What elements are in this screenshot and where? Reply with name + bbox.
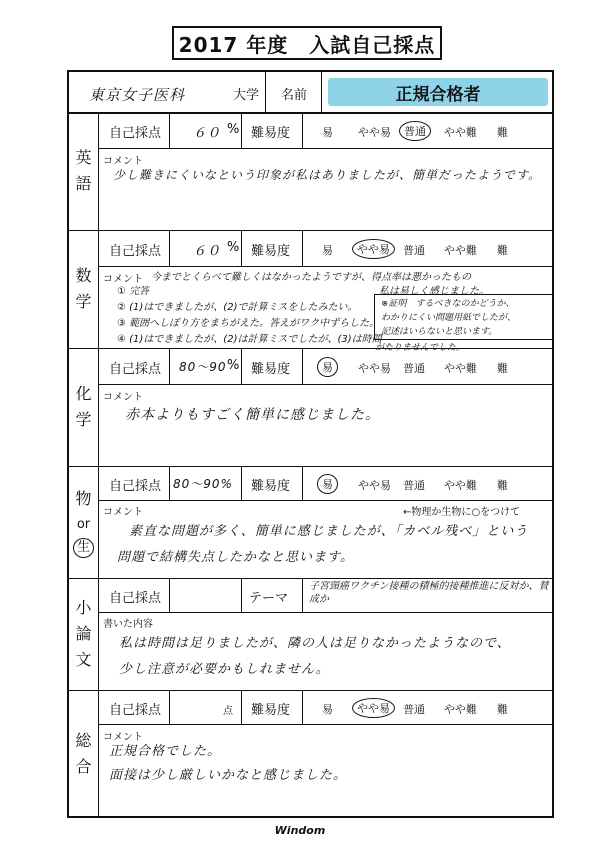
chemistry-difficulty-label: 難易度	[251, 362, 291, 377]
bio-diff-easy: 易	[317, 474, 338, 494]
math-percent: %	[227, 240, 240, 255]
overall-diff-hard: 難	[497, 703, 508, 716]
bio-comment-label: コメント	[103, 507, 143, 518]
math-difficulty-label: 難易度	[251, 244, 291, 259]
english-self-score-label: 自己採点	[109, 126, 162, 141]
bio-self-score-label: 自己採点	[109, 479, 162, 494]
subject-chemistry: 化 学	[75, 384, 92, 429]
english-diff-hard: 難	[497, 126, 508, 139]
math-comment-line-2: 私は易しく感じました。	[379, 286, 489, 297]
overall-diff-somewhat-hard: やや難	[444, 703, 477, 716]
bio-comment-line-1: 素直な問題が多く、簡単に感じましたが、「カベル残べ」という	[129, 524, 529, 539]
overall-comment-line-1: 正規合格でした。	[109, 744, 222, 759]
bio-diff-normal: 普通	[403, 479, 425, 492]
overall-diff-somewhat-easy: やや易	[352, 698, 395, 718]
subject-math: 数 学	[75, 266, 92, 311]
math-comment-line-1: 今までとくらべて難しくはなかったようですが、得点率は悪かったもの	[151, 272, 471, 283]
math-comment-line-4: ② (1)はできましたが、(2)で計算ミスをしたみたい。	[117, 302, 358, 313]
overall-diff-normal: 普通	[403, 703, 425, 716]
chemistry-percent: %	[227, 358, 240, 373]
essay-theme: 子宮頸癌ワクチン接種の積極的接種推進に反対か、賛成か	[309, 581, 549, 605]
overall-point-label: 点	[223, 706, 233, 717]
bio-diff-somewhat-easy: やや易	[358, 479, 391, 492]
overall-difficulty-label: 難易度	[251, 703, 291, 718]
math-note-line-1: ※証明 するべきなのかどうか、	[381, 299, 515, 309]
overall-comment-label: コメント	[103, 732, 143, 743]
essay-comment-line-2: 少し注意が必要かもしれません。	[119, 662, 330, 677]
bio-hint: ←物理か生物に○をつけて	[403, 507, 521, 518]
math-note-line-3: 記述はいらないと思います。	[381, 327, 498, 337]
chemistry-diff-somewhat-easy: やや易	[358, 362, 391, 375]
english-comment-label: コメント	[103, 156, 143, 167]
math-score: ６０	[193, 244, 222, 259]
english-comment: 少し難きにくいなという印象が私はありましたが、簡単だったようです。	[113, 168, 542, 182]
english-diff-normal: 普通	[399, 121, 431, 141]
english-score: ６０	[193, 126, 222, 141]
chemistry-comment: 赤本よりもすごく簡単に感じました。	[125, 407, 380, 423]
math-self-score-label: 自己採点	[109, 244, 162, 259]
math-diff-somewhat-easy: やや易	[352, 239, 395, 259]
footer-brand: Windom	[274, 824, 326, 837]
math-comment-line-5: ③ 範囲へしぼり方をまちがえた。答えがワク中ずらした。	[117, 318, 380, 329]
university-name: 東京女子医科	[89, 86, 186, 104]
english-difficulty-label: 難易度	[251, 126, 291, 141]
chemistry-diff-easy: 易	[317, 357, 338, 377]
math-comment-line-6: ④ (1)はできましたが、(2)は計算ミスでしたが、(3)は時間	[117, 334, 382, 345]
math-comment-line-7: がたりませんでした。	[375, 343, 466, 353]
bio-diff-somewhat-hard: やや難	[444, 479, 477, 492]
math-comment-line-3: ① 完答	[117, 286, 150, 297]
chemistry-diff-normal: 普通	[403, 362, 425, 375]
overall-comment-line-2: 面接は少し厳しいかなと感じました。	[109, 768, 348, 783]
chemistry-diff-somewhat-hard: やや難	[444, 362, 477, 375]
university-label: 大学	[233, 88, 260, 103]
math-diff-somewhat-hard: やや難	[444, 244, 477, 257]
essay-written-label: 書いた内容	[103, 619, 153, 630]
overall-diff-easy: 易	[322, 703, 333, 716]
chemistry-diff-hard: 難	[497, 362, 508, 375]
bio-score: 80～90%	[173, 477, 233, 491]
english-diff-easy: 易	[322, 126, 333, 139]
math-diff-normal: 普通	[403, 244, 425, 257]
chemistry-comment-label: コメント	[103, 392, 143, 403]
name-label: 名前	[281, 88, 308, 103]
english-percent: %	[227, 122, 240, 137]
chemistry-score: 80～90	[179, 360, 227, 374]
bio-diff-hard: 難	[497, 479, 508, 492]
subject-overall: 総 合	[75, 731, 92, 776]
math-comment-label: コメント	[103, 274, 143, 285]
english-diff-somewhat-easy: やや易	[358, 126, 391, 139]
english-diff-somewhat-hard: やや難	[444, 126, 477, 139]
math-note-box	[374, 294, 554, 340]
essay-comment-line-1: 私は時間は足りましたが、隣の人は足りなかったようなので、	[119, 636, 511, 651]
subject-english: 英 語	[75, 148, 92, 193]
math-diff-easy: 易	[322, 244, 333, 257]
subject-physics-or-biology: 物 or 生	[69, 466, 98, 578]
page-title: 2017 年度 入試自己採点	[172, 26, 442, 60]
essay-self-score-label: 自己採点	[109, 591, 162, 606]
math-diff-hard: 難	[497, 244, 508, 257]
score-sheet	[67, 70, 554, 818]
subject-essay: 小 論 文	[75, 598, 92, 669]
bio-difficulty-label: 難易度	[251, 479, 291, 494]
bio-comment-line-2: 問題で結構失点したかなと思います。	[117, 550, 354, 565]
name-value: 正規合格者	[328, 78, 548, 106]
overall-self-score-label: 自己採点	[109, 703, 162, 718]
essay-theme-label: テーマ	[249, 591, 289, 606]
chemistry-self-score-label: 自己採点	[109, 362, 162, 377]
math-note-line-2: わかりにくい問題用紙でしたが、	[381, 313, 517, 323]
